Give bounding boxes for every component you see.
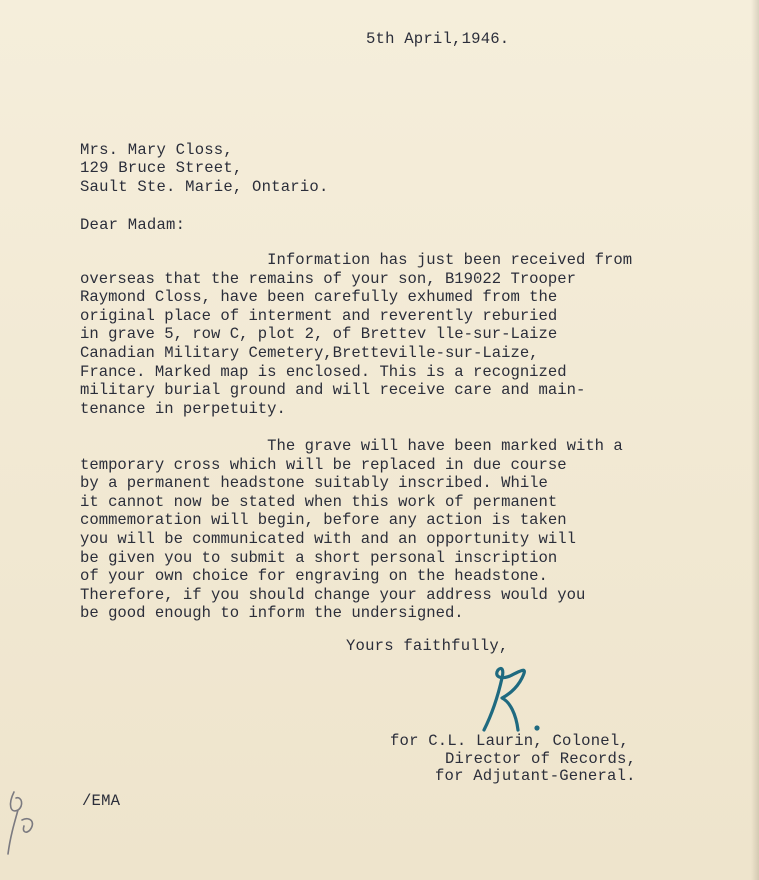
paragraph-line: be good enough to inform the undersigned. (80, 604, 464, 623)
paragraph-line: The grave will have been marked with a (80, 437, 623, 455)
closing: Yours faithfully, (346, 637, 509, 655)
body-paragraph-1 (80, 251, 690, 418)
salutation: Dear Madam: (80, 216, 186, 234)
letter-date: 5th April,1946. (366, 30, 510, 48)
paragraph-line: Canadian Military Cemetery,Bretteville-sur-Laize, (80, 343, 539, 362)
signatory-title: Director of Records, (445, 750, 637, 768)
paragraph-line: Raymond Closs, have been carefully exhumed from the (80, 288, 558, 307)
body-paragraph-2 (80, 437, 690, 623)
recipient-city: Sault Ste. Marie, Ontario. (80, 178, 329, 196)
signatory-line: for C.L. Laurin, Colonel, (390, 732, 629, 750)
paragraph-line: military burial ground and will receive care and main- (80, 381, 586, 400)
paragraph-line: France. Marked map is enclosed. This is a recognized (80, 362, 567, 381)
paragraph-line: Information has just been received from (80, 251, 633, 269)
recipient-street: 129 Bruce Street, (80, 159, 243, 177)
paragraph-line: original place of interment and reverently reburied (80, 306, 558, 325)
paragraph-line: it cannot now be stated when this work of permanent (80, 492, 558, 511)
handwritten-signature (462, 656, 552, 736)
typist-reference: /EMA (82, 792, 121, 810)
paragraph-line: overseas that the remains of your son, B19022 Trooper (80, 269, 576, 288)
paragraph-line: be given you to submit a short personal inscription (80, 548, 558, 567)
paragraph-line: you will be communicated with and an opportunity will (80, 529, 576, 548)
paragraph-line: commemoration will begin, before any action is taken (80, 511, 567, 530)
paragraph-line: tenance in perpetuity. (80, 399, 286, 418)
paragraph-line: temporary cross which will be replaced in due course (80, 455, 567, 474)
paragraph-line: by a permanent headstone suitably inscribed. While (80, 474, 548, 493)
margin-pencil-mark (0, 780, 48, 870)
signatory-office: for Adjutant-General. (435, 767, 636, 785)
paragraph-line: in grave 5, row C, plot 2, of Brettev lle-sur-Laize (80, 325, 558, 344)
paper-edge (751, 0, 759, 880)
paragraph-line: Therefore, if you should change your address would you (80, 585, 586, 604)
recipient-name: Mrs. Mary Closs, (80, 141, 233, 159)
paragraph-line: of your own choice for engraving on the headstone. (80, 567, 548, 586)
